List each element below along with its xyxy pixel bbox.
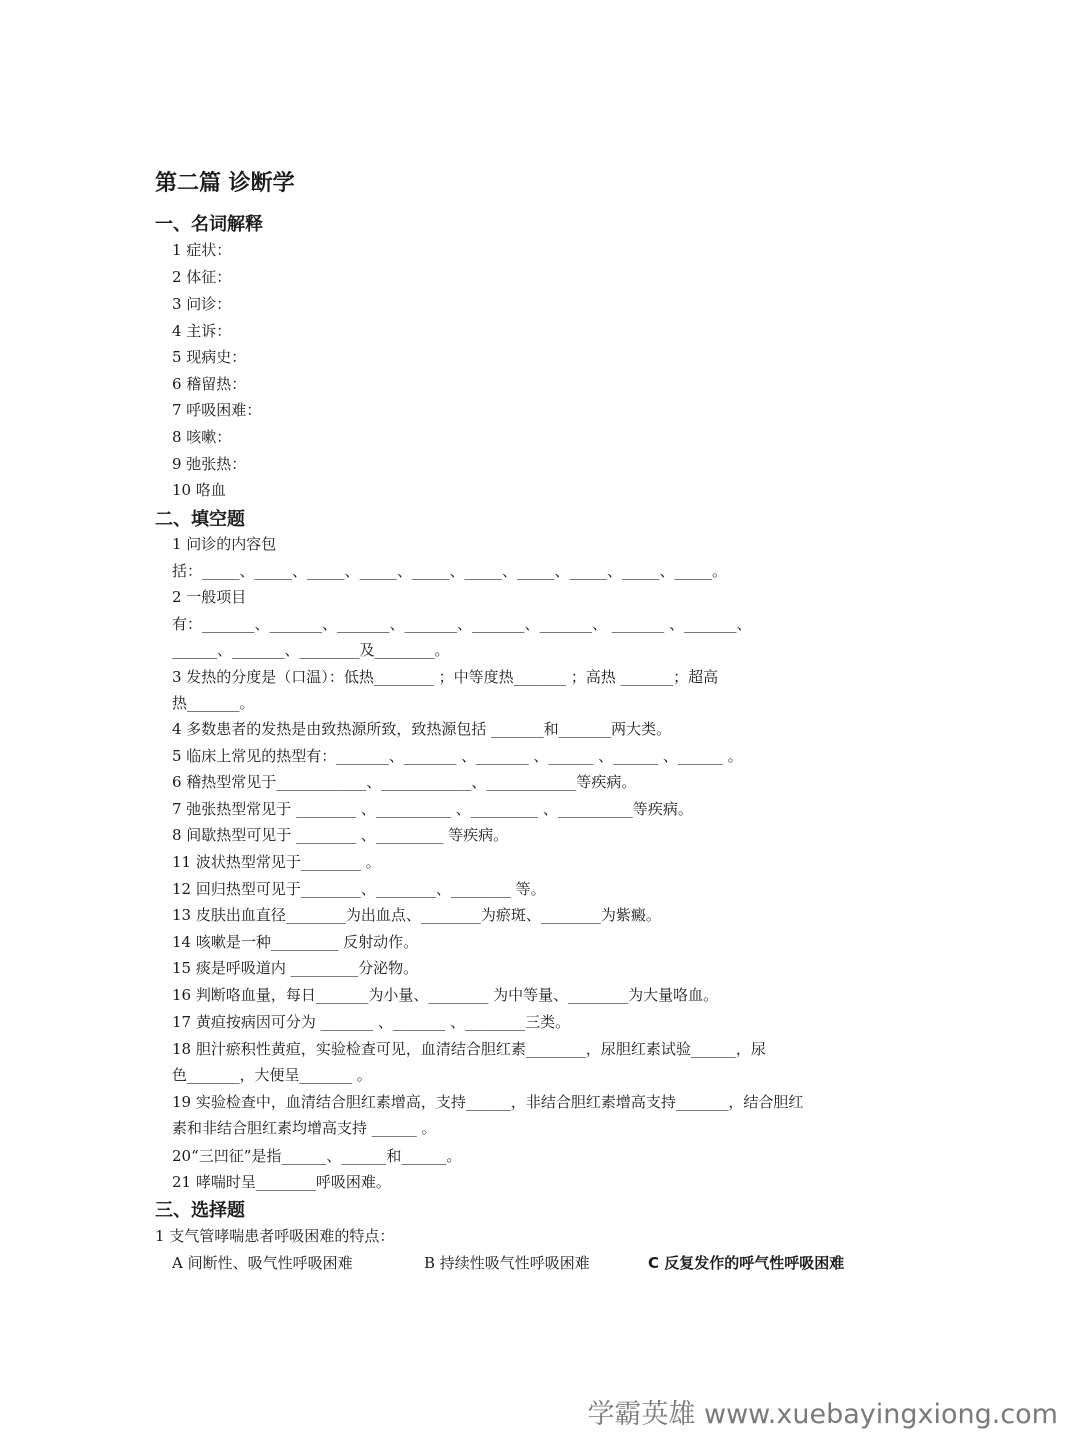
fill-question: 18 胆汁瘀积性黄疸，实验检查可见，血清结合胆红素________，尿胆红素试验______，尿 (172, 1040, 766, 1058)
fill-question-continued: 色_______，大便呈_______ 。 (172, 1066, 372, 1084)
fill-question: 3 发热的分度是（口温）：低热________ ；中等度热_______ ；高热 _______；超高 (172, 668, 719, 686)
term-item: 1 症状： (172, 241, 232, 259)
fill-question: 7 弛张热型常见于 ________ 、__________ 、_________ 、__________等疾病。 (172, 800, 693, 818)
term-item: 2 体征： (172, 268, 232, 286)
fill-question: 12 回归热型可见于________、________、________ 等。 (172, 880, 546, 898)
choice-question-stem: 1 支气管哮喘患者呼吸困难的特点： (155, 1227, 395, 1245)
fill-question-continued: 热_______。 (172, 694, 255, 712)
fill-question: 20“三凹征”是指______、______和______。 (172, 1147, 462, 1165)
fill-question: 8 间歇热型可见于 ________ 、_________ 等疾病。 (172, 826, 509, 844)
fill-question: 6 稽热型常见于____________、____________、____________等疾病。 (172, 773, 637, 791)
section-heading-fill-blank: 二、填空题 (155, 509, 245, 530)
term-item: 8 咳嗽： (172, 428, 232, 446)
fill-question: 15 痰是呼吸道内 _________分泌物。 (172, 959, 419, 977)
term-item: 6 稽留热： (172, 375, 247, 393)
term-item: 3 问诊： (172, 295, 232, 313)
fill-question: 16 判断咯血量，每日_______为小量、________ 为中等量、________为大量咯血。 (172, 986, 719, 1004)
fill-question: 4 多数患者的发热是由致热源所致，致热源包括 _______和_______两大类。 (172, 720, 672, 738)
section-heading-definitions: 一、名词解释 (155, 214, 263, 235)
fill-question: 1 问诊的内容包 (172, 535, 277, 553)
choice-option-c: C 反复发作的呼气性呼吸困难 (648, 1254, 845, 1272)
term-item: 7 呼吸困难： (172, 401, 262, 419)
section-heading-multiple-choice: 三、选择题 (155, 1200, 245, 1221)
fill-question: 17 黄疸按病因可分为 _______ 、_______ 、________三类。 (172, 1013, 571, 1031)
fill-question: 13 皮肤出血直径________为出血点、________为瘀斑、________为紫癜。 (172, 906, 661, 924)
fill-question: 5 临床上常见的热型有：_______、_______ 、_______ 、______ 、______ 、______ 。 (172, 747, 743, 765)
page-title: 第二篇 诊断学 (155, 171, 295, 196)
site-watermark: 学霸英雄 www.xuebayingxiong.com (587, 1399, 1058, 1430)
choice-option-a: A 间断性、吸气性呼吸困难 (172, 1254, 353, 1272)
fill-question: 11 波状热型常见于________ 。 (172, 853, 381, 871)
fill-question-continued: 有：_______、_______、_______、_______、_______、_______、 _______ 、_______、 (172, 615, 752, 633)
term-item: 5 现病史： (172, 348, 247, 366)
fill-question: 19 实验检查中，血清结合胆红素增高，支持______，非结合胆红素增高支持_______，结合胆红 (172, 1093, 804, 1111)
choice-option-b: B 持续性吸气性呼吸困难 (424, 1254, 590, 1272)
term-item: 10 咯血 (172, 481, 226, 499)
fill-question-continued: 素和非结合胆红素均增高支持 ______ 。 (172, 1119, 437, 1137)
fill-question-continued: ______、_______、________及________。 (172, 641, 450, 659)
fill-question: 21 哮喘时呈________呼吸困难。 (172, 1173, 391, 1191)
fill-question: 14 咳嗽是一种_________ 反射动作。 (172, 933, 419, 951)
fill-question: 2 一般项目 (172, 588, 247, 606)
fill-question-continued: 括：_____、_____、_____、_____、_____、_____、_____、_____、_____、_____。 (172, 562, 728, 580)
term-item: 9 弛张热： (172, 455, 247, 473)
term-item: 4 主诉： (172, 322, 232, 340)
